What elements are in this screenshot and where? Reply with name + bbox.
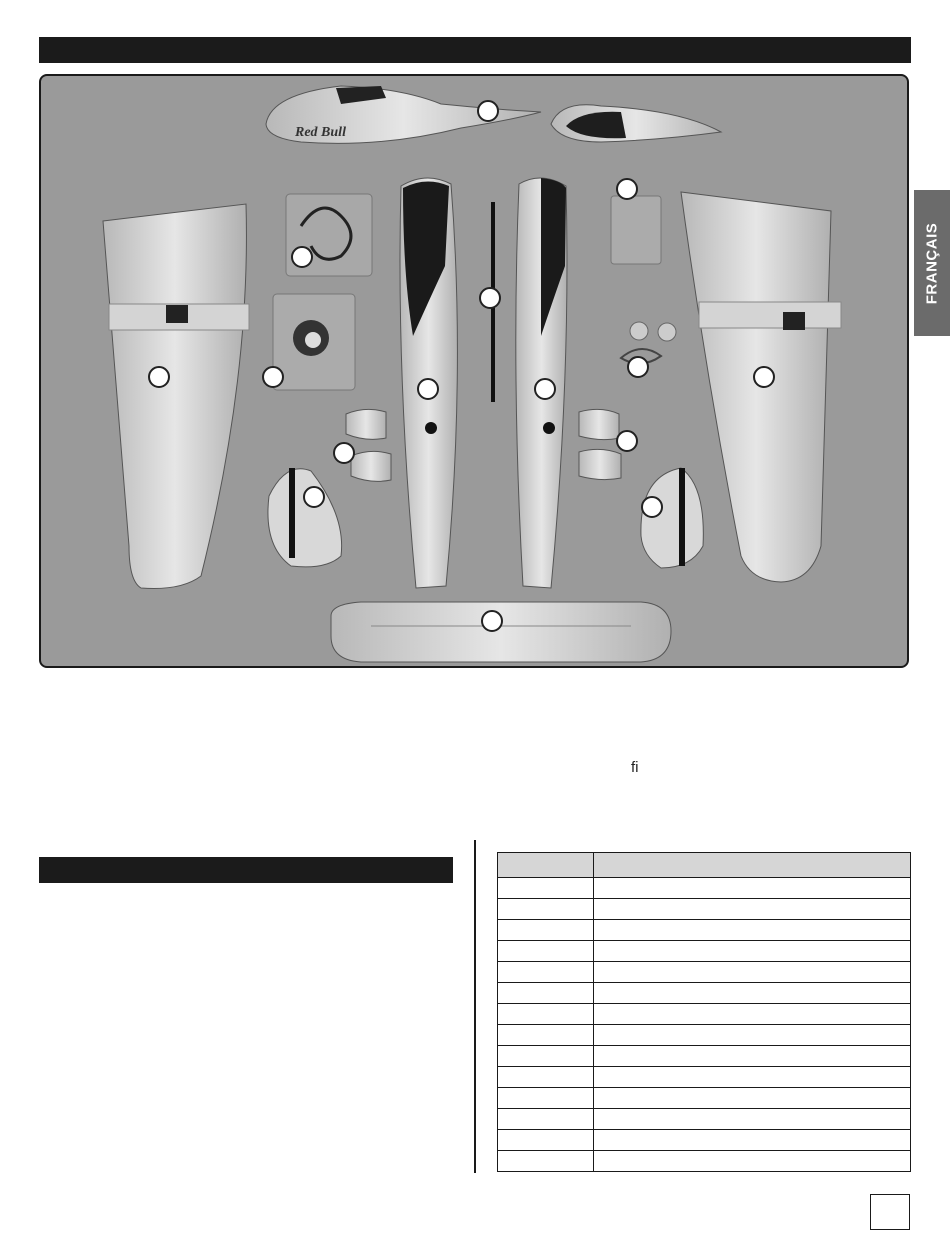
table-cell — [498, 1046, 594, 1067]
page-number-box — [870, 1194, 910, 1230]
table-row — [498, 962, 911, 983]
callout-15 — [481, 610, 503, 632]
right-vertical-tail — [641, 468, 703, 568]
table-cell — [594, 920, 911, 941]
parts-photo-drawing — [41, 76, 909, 668]
table-row — [498, 1109, 911, 1130]
nacelle-left-top — [346, 409, 386, 439]
table-cell — [498, 1067, 594, 1088]
parts-photo — [39, 74, 909, 668]
nacelle-right-bottom — [579, 449, 621, 479]
column-divider — [474, 840, 476, 1173]
table-cell — [594, 1046, 911, 1067]
table-body — [498, 878, 911, 1172]
table-row — [498, 920, 911, 941]
section-header-bar — [39, 857, 453, 883]
table-cell — [498, 1025, 594, 1046]
table-row — [498, 1046, 911, 1067]
table-row — [498, 899, 911, 920]
table-row — [498, 1004, 911, 1025]
table-row — [498, 878, 911, 899]
callout-14 — [641, 496, 663, 518]
callout-2 — [616, 178, 638, 200]
table-cell — [594, 878, 911, 899]
left-wing — [103, 204, 246, 589]
callout-11 — [616, 430, 638, 452]
language-tab — [914, 190, 950, 336]
callout-7 — [627, 356, 649, 378]
table-cell — [498, 962, 594, 983]
table-header-cell — [498, 853, 594, 878]
table-header-row — [498, 853, 911, 878]
callout-9 — [417, 378, 439, 400]
parts-table — [497, 852, 911, 1172]
header-bar — [39, 37, 911, 63]
language-tab-label: FRANÇAIS — [923, 222, 941, 304]
table-row — [498, 941, 911, 962]
table-cell — [498, 1088, 594, 1109]
table-cell — [498, 899, 594, 920]
spinner-left — [630, 322, 648, 340]
table-cell — [498, 1151, 594, 1172]
table-row — [498, 1151, 911, 1172]
table-cell — [498, 878, 594, 899]
callout-4 — [479, 287, 501, 309]
nacelle-right-top — [579, 409, 619, 439]
table-cell — [498, 1130, 594, 1151]
table-cell — [498, 1109, 594, 1130]
table-cell — [594, 962, 911, 983]
table-cell — [594, 941, 911, 962]
table-row — [498, 1025, 911, 1046]
spinner-right — [658, 323, 676, 341]
table-cell — [594, 1025, 911, 1046]
callout-3 — [291, 246, 313, 268]
table-row — [498, 1067, 911, 1088]
red-bull-logo: Red Bull — [295, 125, 346, 140]
table-row — [498, 983, 911, 1004]
body-text-fragment: ﬁ — [631, 759, 639, 776]
table-cell — [594, 1151, 911, 1172]
table-cell — [498, 920, 594, 941]
horizontal-stabilizer — [331, 602, 671, 662]
table-row — [498, 1130, 911, 1151]
callout-5 — [148, 366, 170, 388]
table-cell — [594, 983, 911, 1004]
nacelle-left-bottom — [351, 451, 391, 481]
callout-10 — [534, 378, 556, 400]
table-cell — [594, 899, 911, 920]
table-cell — [594, 1088, 911, 1109]
table-cell — [498, 941, 594, 962]
table-cell — [594, 1067, 911, 1088]
table-cell — [594, 1004, 911, 1025]
table-cell — [498, 1004, 594, 1025]
table-cell — [594, 1130, 911, 1151]
table-row — [498, 1088, 911, 1109]
callout-8 — [753, 366, 775, 388]
table-cell — [594, 1109, 911, 1130]
table-header-cell — [594, 853, 911, 878]
table-cell — [498, 983, 594, 1004]
callout-12 — [333, 442, 355, 464]
callout-13 — [303, 486, 325, 508]
callout-6 — [262, 366, 284, 388]
callout-1 — [477, 100, 499, 122]
small-parts-bag — [611, 196, 661, 264]
left-vertical-tail — [268, 469, 342, 567]
